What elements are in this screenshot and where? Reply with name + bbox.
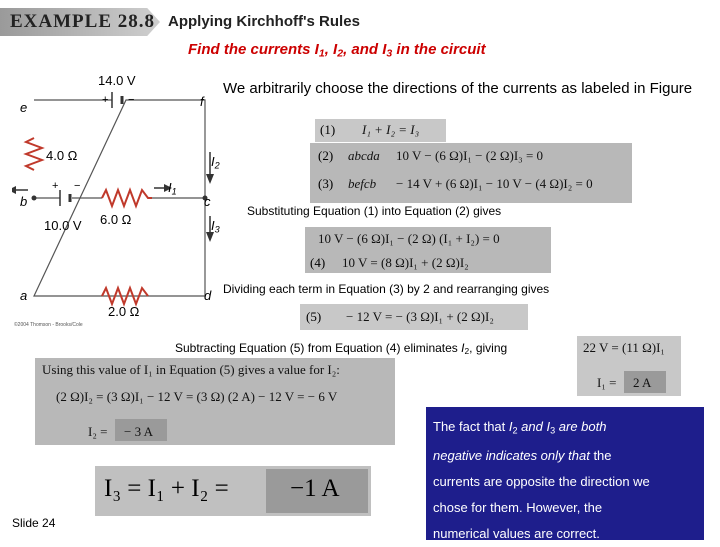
circuit-figure [12, 66, 222, 330]
note-fragment: are both [555, 419, 607, 434]
equation-3: − 14 V + (6 Ω)I₁ − 10 V − (4 Ω)I₂ = 0 [396, 176, 593, 191]
heading-sub: 3 [386, 47, 393, 60]
equation-4: 10 V = (8 Ω)I₁ + (2 Ω)I₂ [342, 255, 469, 270]
node-a: a [20, 288, 28, 303]
plus-sign: + [102, 94, 109, 106]
heading-sub: 2 [337, 47, 344, 60]
i3-sub: 3 [214, 224, 220, 235]
step-text: Subtracting Equation (5) from Equation (4) eliminates [175, 341, 462, 355]
step-substituting: Substituting Equation (1) into Equation (2) gives [247, 204, 502, 218]
note-sub: 3 [550, 425, 556, 436]
note-sub: 2 [512, 425, 518, 436]
page-heading [188, 41, 486, 60]
equation-3-label: (3) [318, 176, 334, 191]
note-fragment: The fact that [433, 419, 509, 434]
minus-sign: − [74, 180, 81, 192]
emf-top-label: 14.0 V [98, 73, 136, 88]
step-text: , giving [469, 341, 508, 355]
intro-text: We arbitrarily choose the directions of the currents as labeled in Figure [223, 80, 693, 97]
i3-value: −1 A [290, 475, 340, 502]
step-var: I [461, 341, 465, 355]
example-title: Applying Kirchhoff's Rules [168, 13, 360, 30]
i3-text: I [211, 218, 215, 233]
note-line: chose for them. However, the [433, 500, 603, 516]
i1-text: I [168, 180, 172, 195]
r-mid-label: 6.0 Ω [100, 212, 132, 227]
equation-3-path: befcb [348, 176, 377, 191]
node-e: e [20, 100, 28, 115]
equation-2-path: abcda [348, 148, 380, 163]
i1-label [168, 180, 177, 196]
using-text: Using this value of I₁ in Equation (5) gives a value for I₂: [42, 362, 340, 377]
note-var: I [546, 419, 551, 434]
note-fragment: and [517, 419, 547, 434]
note-var: I [508, 419, 513, 434]
step-sub: 2 [464, 346, 470, 357]
equation-1-label: (1) [320, 122, 336, 137]
node-b: b [20, 194, 28, 209]
equation-4-label: (4) [310, 255, 326, 270]
i2-text: I [211, 154, 215, 169]
plus-sign: + [52, 180, 59, 192]
note-line: currents are opposite the direction we [433, 474, 650, 490]
r-bottom-label: 2.0 Ω [108, 304, 140, 319]
i2-label [211, 154, 220, 170]
note-fragment: negative indicates only that [433, 448, 590, 464]
note-line [433, 414, 703, 443]
i2-equation: (2 Ω)I₂ = (3 Ω)I₁ − 12 V = (3 Ω) (2 A) − 12 V = − 6 V [56, 389, 338, 404]
node-d: d [204, 288, 212, 303]
equation-1: I₁ + I₂ = I₃ [362, 122, 420, 137]
i1-result-lhs: I₁ = [597, 375, 617, 390]
heading-text: , and I [343, 41, 387, 58]
example-label: EXAMPLE 28.8 [10, 11, 155, 32]
heading-sub: 1 [318, 47, 325, 60]
i2-sub: 2 [214, 160, 220, 171]
r-left-label: 4.0 Ω [46, 148, 78, 163]
note-text [433, 414, 703, 547]
heading-text: Find the currents I [188, 41, 319, 58]
copyright: ©2004 Thomson - Brooks/Cole [14, 322, 83, 328]
i3-result-lhs: I₃ = I₁ + I₂ = [104, 475, 229, 502]
slide-number: Slide 24 [12, 516, 56, 530]
circuit-diagram [12, 66, 222, 330]
emf-mid-label: 10.0 V [44, 218, 82, 233]
equation-2-label: (2) [318, 148, 334, 163]
node-f: f [200, 94, 204, 109]
step-subtracting [175, 341, 507, 356]
heading-text: , I [324, 41, 338, 58]
note-line: numerical values are correct. [433, 526, 600, 542]
substitution-equation: 10 V − (6 Ω)I₁ − (2 Ω) (I₁ + I₂) = 0 [318, 231, 500, 246]
i1-value: 2 A [633, 375, 652, 390]
heading-text: in the circuit [392, 41, 486, 58]
i2-result-lhs: I₂ = [88, 424, 108, 439]
i1-sub: 1 [171, 186, 177, 197]
note-line [433, 443, 703, 469]
note-fragment: the [589, 448, 612, 464]
i3-label [211, 218, 220, 234]
equation-2: 10 V − (6 Ω)I₁ − (2 Ω)I₃ = 0 [396, 148, 544, 163]
equation-5-label: (5) [306, 309, 322, 324]
minus-sign: − [128, 94, 135, 106]
node-c: c [204, 194, 211, 209]
i2-value: − 3 A [124, 424, 154, 439]
result-equation: 22 V = (11 Ω)I₁ [583, 340, 665, 355]
equation-5: − 12 V = − (3 Ω)I₁ + (2 Ω)I₂ [346, 309, 494, 324]
step-dividing: Dividing each term in Equation (3) by 2 and rearranging gives [223, 282, 550, 296]
